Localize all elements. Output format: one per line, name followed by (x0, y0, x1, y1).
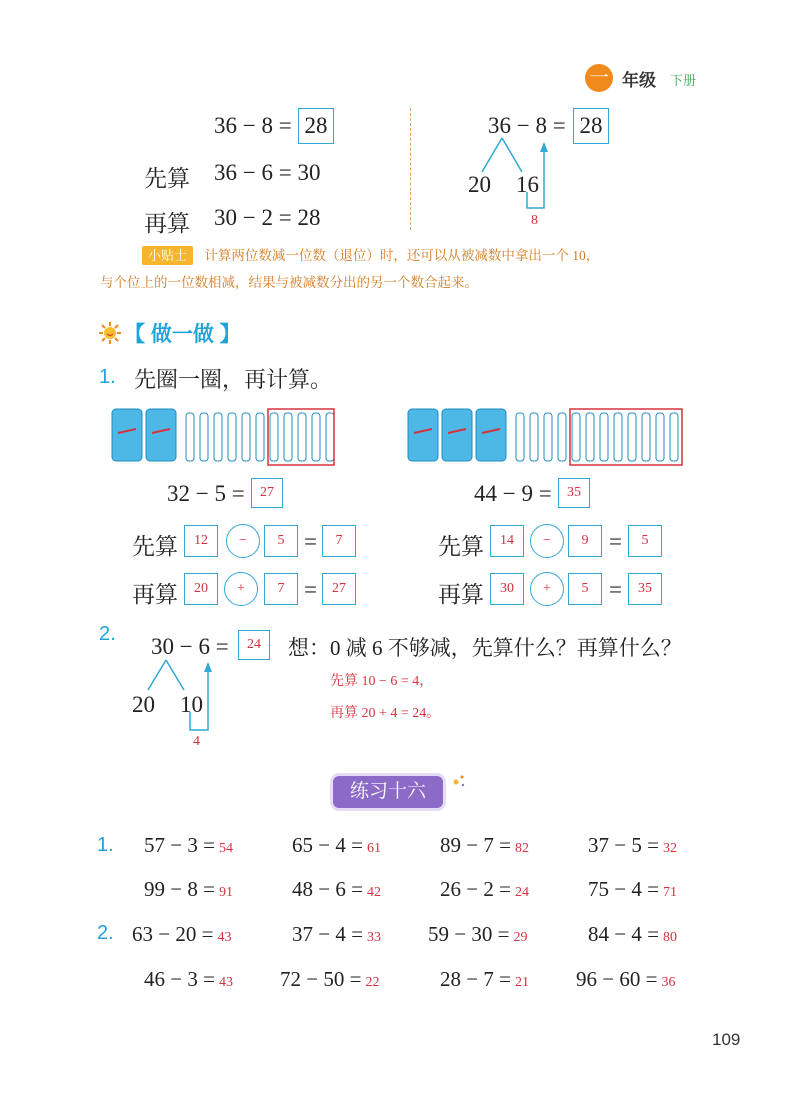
sparkle-icon (450, 774, 466, 795)
exercise-item: 37 − 4 = 33 (292, 922, 381, 946)
exercise-item: 28 − 7 = 21 (440, 967, 529, 991)
exercise-item: 59 − 30 = 29 (428, 922, 528, 946)
q1-right-s1-r[interactable]: 5 (628, 525, 662, 557)
q1-left-eq: 32 − 5 = (167, 481, 245, 506)
exercise-1-number: 1. (97, 834, 114, 856)
q1-left-s1-b[interactable]: 5 (264, 525, 298, 557)
q2-answer[interactable]: 24 (238, 630, 270, 660)
q1-left-s1-r[interactable]: 7 (322, 525, 356, 557)
grade-char: 一 (589, 67, 609, 89)
q1-right-eq: 44 − 9 = (474, 481, 552, 506)
q1-text: 先圈一圈，再计算。 (134, 367, 333, 392)
example-step1: 36 − 6 = 30 (214, 160, 321, 185)
example-step2-label: 再算 (144, 211, 190, 236)
q2-taken: 4 (193, 734, 200, 749)
exercise-item: 75 − 4 = 71 (588, 877, 677, 901)
exercise-item: 89 − 7 = 82 (440, 833, 529, 857)
example-taken: 8 (531, 213, 538, 228)
grade-label: 年级 (622, 71, 656, 90)
example-left-answer-box: 28 (298, 108, 334, 144)
page-number: 109 (712, 1030, 741, 1049)
q1-left-s2-eq: = (304, 577, 317, 602)
exercise-item: 57 − 3 = 54 (144, 833, 233, 857)
example-split-a: 20 (468, 172, 491, 197)
q1-left-s2-b[interactable]: 7 (264, 573, 298, 605)
exercise-2-number: 2. (97, 922, 114, 944)
q1-left-sticks (108, 405, 348, 467)
q1-left-s2-r[interactable]: 27 (322, 573, 356, 605)
q1-right-s2-a[interactable]: 30 (490, 573, 524, 605)
q1-right-s2-op[interactable]: + (530, 572, 564, 606)
tip-line2: 与个位上的一位数相减，结果与被减数分出的另一个数合起来。 (100, 275, 478, 290)
sun-icon (99, 322, 121, 349)
q1-right-s1-a[interactable]: 14 (490, 525, 524, 557)
exercise-item: 65 − 4 = 61 (292, 833, 381, 857)
q2-split-b: 10 (180, 692, 203, 717)
q1-right-s2-r[interactable]: 35 (628, 573, 662, 605)
tip-badge: 小贴士 (142, 246, 193, 265)
example-step1-label: 先算 (144, 166, 190, 191)
example-right-answer-box: 28 (573, 108, 609, 144)
example-step2: 30 − 2 = 28 (214, 205, 321, 230)
exercise-item: 26 − 2 = 24 (440, 877, 529, 901)
exercise-item: 37 − 5 = 32 (588, 833, 677, 857)
volume-label: 下册 (670, 73, 697, 88)
q1-right-s1-eq: = (609, 529, 622, 554)
q2-hw1: 先算 10 − 6 = 4， (330, 674, 434, 689)
q1-right-sticks (404, 405, 694, 467)
q1-left-s1-a[interactable]: 12 (184, 525, 218, 557)
q2-split-a: 20 (132, 692, 155, 717)
q1-right-s2-b[interactable]: 5 (568, 573, 602, 605)
q1-left-step2-label: 再算 (132, 582, 178, 607)
example-right-eq: 36 − 8 = (488, 113, 566, 138)
q1-left-step1-label: 先算 (132, 534, 178, 559)
section-title: 【 做一做 】 (124, 323, 241, 346)
q1-right-s1-b[interactable]: 9 (568, 525, 602, 557)
q1-right-step1-label: 先算 (438, 534, 484, 559)
exercise-item: 48 − 6 = 42 (292, 877, 381, 901)
q1-right-s2-eq: = (609, 577, 622, 602)
q1-left-answer[interactable]: 27 (251, 478, 283, 508)
q1-right-s1-op[interactable]: − (530, 524, 564, 558)
example-left-eq: 36 − 8 = (214, 113, 292, 138)
exercise-item: 46 − 3 = 43 (144, 967, 233, 991)
tip-line1: 计算两位数减一位数（退位）时，还可以从被减数中拿出一个 10， (204, 248, 600, 263)
exercise-item: 84 − 4 = 80 (588, 922, 677, 946)
q2-think: 想：0 减 6 不够减，先算什么？再算什么？ (288, 636, 682, 660)
exercise-item: 63 − 20 = 43 (132, 922, 232, 946)
q1-left-s1-eq: = (304, 529, 317, 554)
grade-badge (585, 64, 613, 92)
exercise-title: 练习十六 (333, 776, 443, 808)
exercise-item: 72 − 50 = 22 (280, 967, 380, 991)
q2-eq: 30 − 6 = (151, 634, 229, 659)
q2-number: 2. (99, 623, 116, 645)
example-divider (410, 108, 411, 230)
exercise-item: 96 − 60 = 36 (576, 967, 676, 991)
q1-number: 1. (99, 366, 116, 388)
q1-left-s2-op[interactable]: + (224, 572, 258, 606)
q1-right-step2-label: 再算 (438, 582, 484, 607)
q1-right-answer[interactable]: 35 (558, 478, 590, 508)
q1-left-s1-op[interactable]: − (226, 524, 260, 558)
example-split-b: 16 (516, 172, 539, 197)
q2-hw2: 再算 20 + 4 = 24。 (330, 706, 441, 721)
q1-left-s2-a[interactable]: 20 (184, 573, 218, 605)
tip-block (142, 243, 599, 269)
exercise-item: 99 − 8 = 91 (144, 877, 233, 901)
